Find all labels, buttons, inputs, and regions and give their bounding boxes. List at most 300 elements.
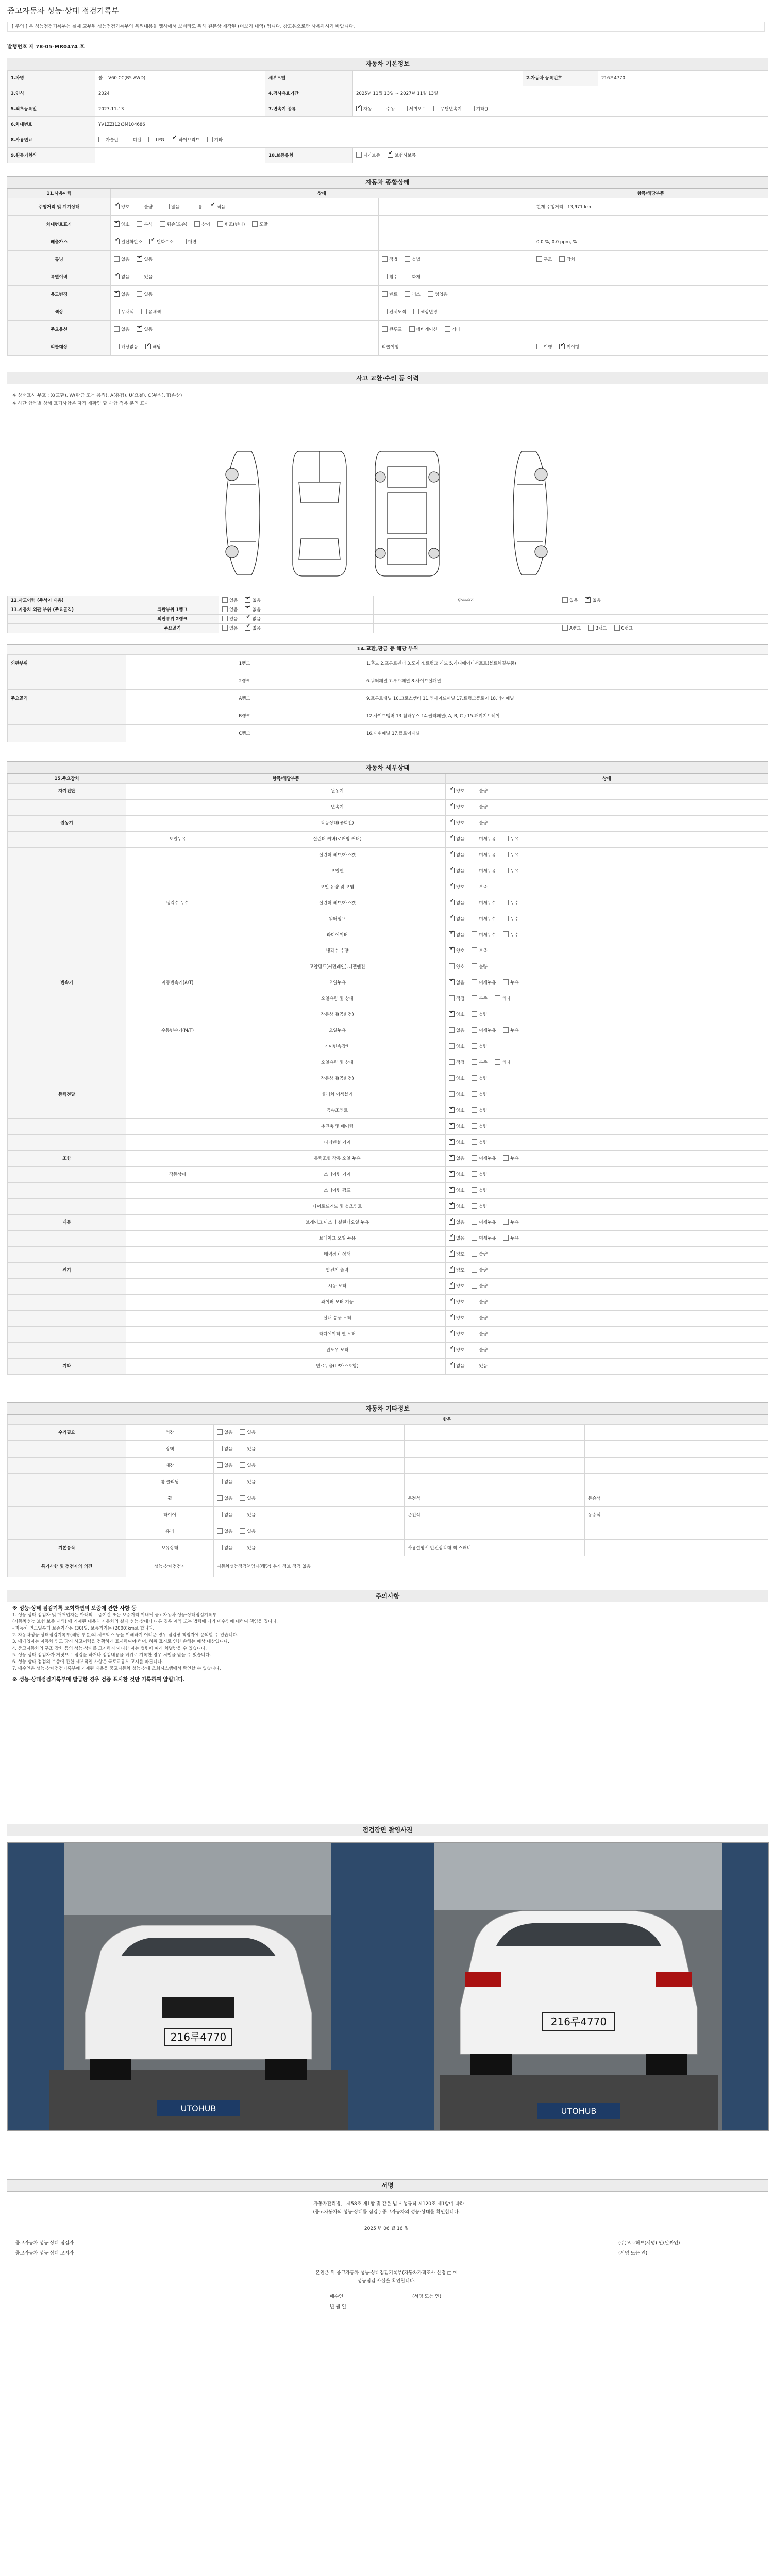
checkbox-label: 없음 bbox=[224, 1479, 233, 1485]
checkbox-option bbox=[217, 1513, 232, 1518]
checkbox-unchecked bbox=[405, 291, 410, 297]
checkbox-option bbox=[114, 310, 134, 315]
checkbox-unchecked bbox=[559, 256, 565, 262]
checkbox-option bbox=[449, 1220, 464, 1225]
checkbox-label: 있음 bbox=[247, 1512, 256, 1518]
column-header: 항목/해당부품 bbox=[637, 191, 664, 196]
checkbox-unchecked bbox=[222, 616, 228, 621]
checkbox-unchecked bbox=[137, 204, 142, 209]
checkbox-option bbox=[503, 933, 518, 938]
checkbox-label: 불량 bbox=[479, 1092, 488, 1097]
checkbox-label: 양호 bbox=[456, 1252, 465, 1257]
device-item: 냉각수 수량 bbox=[326, 948, 349, 954]
checkbox-unchecked bbox=[472, 852, 477, 857]
checkbox-unchecked bbox=[382, 309, 388, 314]
checkbox-label: 없음 bbox=[456, 933, 465, 938]
checkbox-option bbox=[217, 1447, 232, 1452]
detail-row bbox=[8, 1295, 768, 1311]
checkbox-option bbox=[449, 901, 464, 906]
checkbox-label: 자동 bbox=[363, 106, 372, 112]
checkbox-unchecked bbox=[472, 1043, 477, 1049]
checkbox-label: 과다 bbox=[501, 1060, 511, 1065]
checkbox-unchecked bbox=[449, 1075, 455, 1081]
field-label: 9.원동기형식 bbox=[11, 152, 37, 158]
checkbox-label: 양호 bbox=[456, 948, 465, 954]
checkbox-checked bbox=[149, 239, 155, 244]
checkbox-option bbox=[449, 964, 464, 970]
checkbox-option bbox=[472, 1268, 487, 1273]
device-item: 워터펌프 bbox=[329, 917, 346, 922]
checkbox-unchecked bbox=[207, 137, 213, 142]
device-item: 브레이크 마스터 실린더오일 누유 bbox=[305, 1220, 369, 1225]
checkbox-unchecked bbox=[222, 597, 228, 603]
detail-row bbox=[8, 816, 768, 832]
checkbox-unchecked bbox=[240, 1545, 245, 1550]
checkbox-option bbox=[222, 607, 238, 613]
checkbox-unchecked bbox=[181, 239, 187, 244]
document-title: 중고자동차 성능·상태 점검기록부 bbox=[7, 6, 120, 15]
checkbox-unchecked bbox=[114, 326, 120, 332]
checkbox-option bbox=[240, 1480, 255, 1485]
checkbox-label: 양호 bbox=[456, 1284, 465, 1289]
checkbox-label: 있음 bbox=[479, 1364, 488, 1369]
checkbox-label: 불량 bbox=[479, 1316, 488, 1321]
detail-row bbox=[8, 1055, 768, 1071]
checkbox-checked bbox=[356, 106, 362, 111]
checkbox-option bbox=[449, 1268, 464, 1273]
checkbox-unchecked bbox=[433, 106, 439, 111]
field-label: 10.보증유형 bbox=[268, 152, 293, 158]
checkbox-checked bbox=[449, 1203, 455, 1209]
detail-row bbox=[8, 1071, 768, 1087]
section-detail-status: 자동차 세부상태 bbox=[7, 761, 768, 774]
device-item: 발전기 출력 bbox=[326, 1268, 349, 1273]
checkbox-label: 없음 bbox=[456, 917, 465, 922]
checkbox-label: 미세누유 bbox=[479, 837, 496, 842]
device-item: 윈도우 모터 bbox=[326, 1348, 349, 1353]
checkbox-option bbox=[614, 626, 633, 631]
checkbox-label: 불량 bbox=[479, 1332, 488, 1337]
checkbox-unchecked bbox=[217, 1446, 223, 1451]
checkbox-label: 있음 bbox=[144, 257, 153, 262]
checkbox-option bbox=[449, 1060, 464, 1065]
device-item: 오일유량 및 상태 bbox=[321, 1060, 354, 1065]
checkbox-option bbox=[503, 1028, 518, 1033]
checkbox-option bbox=[164, 205, 179, 210]
checkbox-option bbox=[472, 948, 487, 954]
checkbox-label: 미세누유 bbox=[479, 1220, 496, 1225]
checkbox-checked bbox=[559, 344, 565, 349]
checkbox-checked bbox=[449, 931, 455, 937]
device-item: 등속조인트 bbox=[326, 1108, 348, 1113]
checkbox-option bbox=[449, 1108, 464, 1113]
checkbox-label: 없음 bbox=[456, 837, 465, 842]
checkbox-label: 양호 bbox=[456, 1124, 465, 1129]
checkbox-checked bbox=[449, 1187, 455, 1193]
overall-row bbox=[8, 251, 768, 268]
checkbox-option bbox=[137, 205, 152, 210]
checkbox-option bbox=[472, 821, 487, 826]
checkbox-option bbox=[588, 626, 607, 631]
device-group: 전기 bbox=[62, 1268, 71, 1273]
overall-row bbox=[8, 303, 768, 321]
checkbox-option bbox=[449, 1364, 464, 1369]
detail-row bbox=[8, 1007, 768, 1023]
checkbox-label: 있음 bbox=[144, 292, 153, 297]
repair-row bbox=[8, 605, 768, 615]
other-row bbox=[8, 1458, 768, 1474]
checkbox-label: 탄화수소 bbox=[157, 239, 174, 245]
checkbox-option bbox=[503, 869, 518, 874]
checkbox-option bbox=[585, 598, 600, 603]
checkbox-option bbox=[472, 1316, 487, 1321]
basic-row bbox=[8, 132, 768, 148]
checkbox-label: 누수 bbox=[510, 901, 519, 906]
repair-legend-2: ※ 하단 항목별 상세 표기사항은 자기 재확인 할 사항 적용 분인 표시 bbox=[12, 401, 149, 406]
checkbox-option bbox=[217, 1480, 232, 1485]
checkbox-label: 없음 bbox=[456, 1220, 465, 1225]
field-label: 5.최초등록일 bbox=[11, 106, 37, 112]
checkbox-unchecked bbox=[382, 291, 388, 297]
detail-row bbox=[8, 895, 768, 911]
checkbox-unchecked bbox=[472, 995, 477, 1001]
checkbox-label: 양호 bbox=[456, 1188, 465, 1193]
checkbox-unchecked bbox=[252, 221, 258, 227]
checkbox-label: 누수 bbox=[510, 933, 519, 938]
device-item: 오일누유 bbox=[329, 1028, 346, 1033]
checkbox-unchecked bbox=[536, 256, 542, 262]
overall-row bbox=[8, 198, 768, 216]
checkbox-option bbox=[503, 917, 518, 922]
checkbox-option bbox=[449, 1092, 464, 1097]
checkbox-option bbox=[472, 964, 487, 970]
part-items: 9.프론트패널 10.크로스멤버 11.인사이드패널 17.트렁크플로어 18.리어패널 bbox=[366, 696, 514, 701]
checkbox-option bbox=[562, 598, 578, 603]
checkbox-label: 적정 bbox=[456, 996, 465, 1002]
section-other-info: 자동차 기타정보 bbox=[7, 1402, 768, 1415]
checkbox-option bbox=[240, 1430, 255, 1435]
checkbox-label: 유채색 bbox=[148, 309, 161, 315]
checkbox-unchecked bbox=[114, 256, 120, 262]
checkbox-label: 누유 bbox=[510, 1220, 519, 1225]
checkbox-label: 적음 bbox=[216, 204, 226, 210]
vehicle-underside-view bbox=[375, 451, 439, 576]
checkbox-label: 있음 bbox=[247, 1496, 256, 1501]
checkbox-label: 없음 bbox=[456, 901, 465, 906]
checkbox-option bbox=[245, 617, 260, 622]
checkbox-unchecked bbox=[449, 1043, 455, 1049]
checkbox-option bbox=[472, 917, 496, 922]
device-group: 자기진단 bbox=[58, 789, 75, 794]
checkbox-label: 없음 bbox=[121, 274, 130, 280]
checkbox-unchecked bbox=[449, 963, 455, 969]
other-info-table bbox=[7, 1415, 768, 1577]
checkbox-option bbox=[382, 257, 397, 262]
detail-row bbox=[8, 1247, 768, 1263]
checkbox-label: 미세누수 bbox=[479, 917, 496, 922]
checkbox-option bbox=[449, 1140, 464, 1145]
checkbox-option bbox=[194, 222, 210, 227]
checkbox-unchecked bbox=[137, 274, 142, 279]
checkbox-checked bbox=[449, 1251, 455, 1257]
checkbox-label: 많음 bbox=[171, 204, 180, 210]
checkbox-label: 훼손(오손) bbox=[166, 222, 188, 227]
overall-status-table bbox=[7, 189, 768, 356]
checkbox-unchecked bbox=[503, 979, 509, 985]
checkbox-unchecked bbox=[472, 884, 477, 889]
notifier-value: (서명 또는 인) bbox=[618, 2251, 648, 2256]
checkbox-unchecked bbox=[472, 931, 477, 937]
extra-note: 운전석 bbox=[408, 1496, 421, 1501]
checkbox-label: 누유 bbox=[510, 837, 519, 842]
checkbox-unchecked bbox=[217, 1512, 223, 1517]
checkbox-option bbox=[222, 626, 238, 631]
other-row bbox=[8, 1523, 768, 1540]
checkbox-unchecked bbox=[472, 963, 477, 969]
checkbox-label: 없음 bbox=[252, 598, 261, 603]
checkbox-label: 없음 bbox=[252, 625, 261, 631]
field-label: 4.검사유효기간 bbox=[268, 91, 299, 96]
checkbox-option bbox=[536, 257, 552, 262]
device-item: 변속기 bbox=[331, 805, 344, 810]
checkbox-label: 양호 bbox=[456, 1108, 465, 1113]
checkbox-unchecked bbox=[472, 820, 477, 825]
checkbox-label: 양호 bbox=[456, 1092, 465, 1097]
device-item: 디퍼렌셜 기어 bbox=[324, 1140, 351, 1145]
checkbox-label: 보험사보증 bbox=[394, 152, 416, 158]
part-group: 외판부위 bbox=[11, 660, 28, 666]
checkbox-option bbox=[472, 1188, 487, 1193]
checkbox-checked bbox=[449, 852, 455, 857]
sign-statement-2: (중고자동차의 성능·상태를 점검 ) 중고자동차의 성능·상태를 확인합니다. bbox=[313, 2210, 460, 2215]
detail-row bbox=[8, 1231, 768, 1247]
checkbox-unchecked bbox=[405, 274, 410, 279]
checkbox-checked bbox=[245, 625, 250, 631]
checkbox-option bbox=[141, 310, 161, 315]
checkbox-unchecked bbox=[445, 326, 450, 332]
device-subgroup: 냉각수 누수 bbox=[166, 901, 189, 906]
device-item: 작동상태(공회전) bbox=[321, 821, 354, 826]
basic-info-table bbox=[7, 70, 768, 163]
device-item: 작동상태(공회전) bbox=[321, 1012, 354, 1018]
row-label: 주요옵션 bbox=[51, 327, 68, 332]
checkbox-unchecked bbox=[217, 1528, 223, 1534]
detail-row bbox=[8, 1119, 768, 1135]
sign-date: 2025 년 06 월 16 일 bbox=[364, 2226, 409, 2231]
checkbox-option bbox=[472, 789, 487, 794]
inspector-label: 중고자동차 성능·상태 점검자 bbox=[15, 2241, 74, 2246]
checkbox-label: 불량 bbox=[479, 1300, 488, 1305]
checkbox-option bbox=[137, 327, 152, 332]
field-label: 1.차명 bbox=[11, 75, 24, 81]
checkbox-label: 양호 bbox=[456, 821, 465, 826]
checkbox-option bbox=[472, 1204, 487, 1209]
checkbox-label: 있음 bbox=[229, 616, 238, 622]
checkbox-unchecked bbox=[614, 625, 620, 631]
vehicle-right-side-view bbox=[513, 451, 547, 575]
checkbox-unchecked bbox=[472, 1187, 477, 1193]
checkbox-label: 불법 bbox=[412, 257, 421, 262]
field-value: YV1ZZ(12)3M104686 bbox=[98, 122, 145, 127]
detail-row bbox=[8, 1183, 768, 1199]
checkbox-label: 화재 bbox=[412, 274, 421, 280]
checkbox-option bbox=[449, 1236, 464, 1241]
detail-row bbox=[8, 1343, 768, 1359]
column-header: 15.주요장치 bbox=[54, 776, 79, 782]
checkbox-label: 전체도색 bbox=[389, 309, 406, 315]
checkbox-unchecked bbox=[472, 900, 477, 905]
detail-row bbox=[8, 1135, 768, 1151]
checkbox-label: 불량 bbox=[479, 1124, 488, 1129]
checkbox-label: 없음 bbox=[456, 853, 465, 858]
checkbox-option bbox=[428, 292, 448, 297]
checkbox-checked bbox=[449, 1283, 455, 1289]
detail-row bbox=[8, 1023, 768, 1039]
field-value: 2023-11-13 bbox=[98, 106, 124, 112]
checkbox-option bbox=[472, 1364, 487, 1369]
checkbox-label: 있음 bbox=[247, 1430, 256, 1435]
checkbox-label: 양호 bbox=[456, 1076, 465, 1081]
checkbox-label: 썬루프 bbox=[389, 327, 402, 332]
checkbox-label: 불량 bbox=[479, 805, 488, 810]
checkbox-unchecked bbox=[472, 788, 477, 793]
checkbox-option bbox=[137, 222, 152, 227]
checkbox-unchecked bbox=[472, 1235, 477, 1241]
column-header: 상태 bbox=[602, 776, 611, 782]
checkbox-label: 있음 bbox=[247, 1463, 256, 1468]
checkbox-option bbox=[114, 275, 129, 280]
checkbox-unchecked bbox=[472, 1139, 477, 1145]
checkbox-option bbox=[472, 1348, 487, 1353]
checkbox-label: 영업용 bbox=[434, 292, 448, 297]
checkbox-option bbox=[472, 1172, 487, 1177]
checkbox-unchecked bbox=[126, 137, 131, 142]
checkbox-option bbox=[449, 1348, 464, 1353]
field-value: 216루4770 bbox=[601, 75, 626, 81]
device-item: 추진축 및 베어링 bbox=[321, 1124, 354, 1129]
notifier-label: 중고자동차 성능·상태 고지자 bbox=[15, 2251, 74, 2256]
checkbox-label: A랭크 bbox=[569, 625, 581, 631]
checkbox-unchecked bbox=[472, 916, 477, 921]
checkbox-checked bbox=[114, 204, 120, 209]
checkbox-label: 기타 bbox=[214, 137, 223, 143]
checkbox-unchecked bbox=[503, 836, 509, 841]
checkbox-label: 양호 bbox=[456, 964, 465, 970]
section-repair-history: 사고 교환·수리 등 이력 bbox=[7, 372, 768, 384]
checkbox-unchecked bbox=[562, 625, 568, 631]
field-value: 2025년 11월 13일 ~ 2027년 11월 13일 bbox=[356, 91, 439, 96]
device-group: 조향 bbox=[62, 1156, 71, 1161]
checkbox-option bbox=[114, 345, 138, 350]
detail-row bbox=[8, 1167, 768, 1183]
checkbox-option bbox=[449, 869, 464, 874]
device-item: 실린더 커버(로커암 커버) bbox=[313, 837, 362, 842]
checkbox-unchecked bbox=[382, 326, 388, 332]
detail-row bbox=[8, 1279, 768, 1295]
section-photos: 점검장면 촬영사진 bbox=[7, 1824, 768, 1836]
notes-paragraph: - 자동차 인도일부터 보증기간은 (30)일, 보증거리는 (2000)km로 합니다. bbox=[12, 1626, 155, 1631]
overall-row bbox=[8, 321, 768, 338]
checkbox-option bbox=[472, 1028, 496, 1033]
checkbox-unchecked bbox=[217, 1479, 223, 1484]
checkbox-checked bbox=[245, 597, 250, 603]
detail-row bbox=[8, 1359, 768, 1375]
device-subgroup: 오일누유 bbox=[169, 837, 186, 842]
checkbox-label: 불량 bbox=[479, 1140, 488, 1145]
checkbox-checked bbox=[449, 1219, 455, 1225]
detail-row bbox=[8, 911, 768, 927]
checkbox-label: 미세누수 bbox=[479, 933, 496, 938]
checkbox-label: 수동 bbox=[386, 106, 395, 112]
notes-paragraph: 7. 매수인은 성능·상태점검기록부에 기재된 내용을 중고자동차 성능·상태 조회시스템에서 확인할 수 있습니다. bbox=[12, 1666, 221, 1671]
checkbox-label: 보통 bbox=[194, 204, 203, 210]
checkbox-option bbox=[449, 821, 464, 826]
buyer-receipt-2: 성능점검 사실을 확인합니다. bbox=[357, 2279, 416, 2284]
other-item: 내장 bbox=[165, 1463, 174, 1468]
checkbox-checked bbox=[449, 868, 455, 873]
checkbox-option bbox=[217, 1496, 232, 1501]
detail-row bbox=[8, 784, 768, 800]
checkbox-option bbox=[413, 310, 438, 315]
extra-note: 동승석 bbox=[588, 1496, 601, 1501]
checkbox-unchecked bbox=[503, 1027, 509, 1033]
checkbox-option bbox=[181, 240, 196, 245]
checkbox-unchecked bbox=[164, 204, 170, 209]
checkbox-unchecked bbox=[495, 995, 500, 1001]
checkbox-unchecked bbox=[240, 1495, 245, 1501]
checkbox-option bbox=[472, 837, 496, 842]
checkbox-label: 하이브리드 bbox=[178, 137, 200, 143]
checkbox-option bbox=[445, 327, 460, 332]
checkbox-label: 양호 bbox=[456, 885, 465, 890]
checkbox-option bbox=[472, 853, 496, 858]
checkbox-option bbox=[449, 885, 464, 890]
parts-row bbox=[8, 672, 768, 690]
checkbox-label: 가솔린 bbox=[106, 137, 119, 143]
checkbox-option bbox=[382, 327, 402, 332]
checkbox-checked bbox=[449, 1123, 455, 1129]
field-label: 세부모델 bbox=[268, 75, 285, 81]
checkbox-unchecked bbox=[240, 1462, 245, 1468]
notes-paragraph: (자동차성능 보험 보증 제외) 에 기재된 내용과 자동차의 실제 성능·상태가 다른 경우 계약 또는 법령에 따라 매수인에 대하여 책임을 집니다. bbox=[12, 1619, 278, 1624]
checkbox-checked bbox=[245, 616, 250, 621]
checkbox-label: 양호 bbox=[456, 1268, 465, 1273]
checkbox-checked bbox=[449, 1347, 455, 1352]
checkbox-unchecked bbox=[472, 1363, 477, 1368]
checkbox-checked bbox=[114, 239, 120, 244]
checkbox-label: 불량 bbox=[479, 1284, 488, 1289]
row-label: 차대번호표기 bbox=[46, 222, 72, 227]
checkbox-option bbox=[472, 1220, 496, 1225]
checkbox-label: 양호 bbox=[456, 1300, 465, 1305]
checkbox-checked bbox=[210, 204, 215, 209]
checkbox-label: 있음 bbox=[229, 625, 238, 631]
checkbox-checked bbox=[449, 1267, 455, 1273]
checkbox-option bbox=[114, 222, 129, 227]
checkbox-unchecked bbox=[114, 344, 120, 349]
checkbox-label: 렌트 bbox=[389, 292, 398, 297]
checkbox-unchecked bbox=[240, 1528, 245, 1534]
checkbox-option bbox=[469, 107, 488, 112]
checkbox-checked bbox=[449, 836, 455, 841]
checkbox-option bbox=[503, 837, 518, 842]
opinion-text: 자동차성능점검책임자(해당) 추가 정보 점검 없음 bbox=[217, 1564, 311, 1569]
checkbox-label: 불량 bbox=[479, 964, 488, 970]
checkbox-checked bbox=[449, 1171, 455, 1177]
checkbox-checked bbox=[449, 1107, 455, 1113]
checkbox-checked bbox=[449, 947, 455, 953]
checkbox-checked bbox=[449, 1139, 455, 1145]
